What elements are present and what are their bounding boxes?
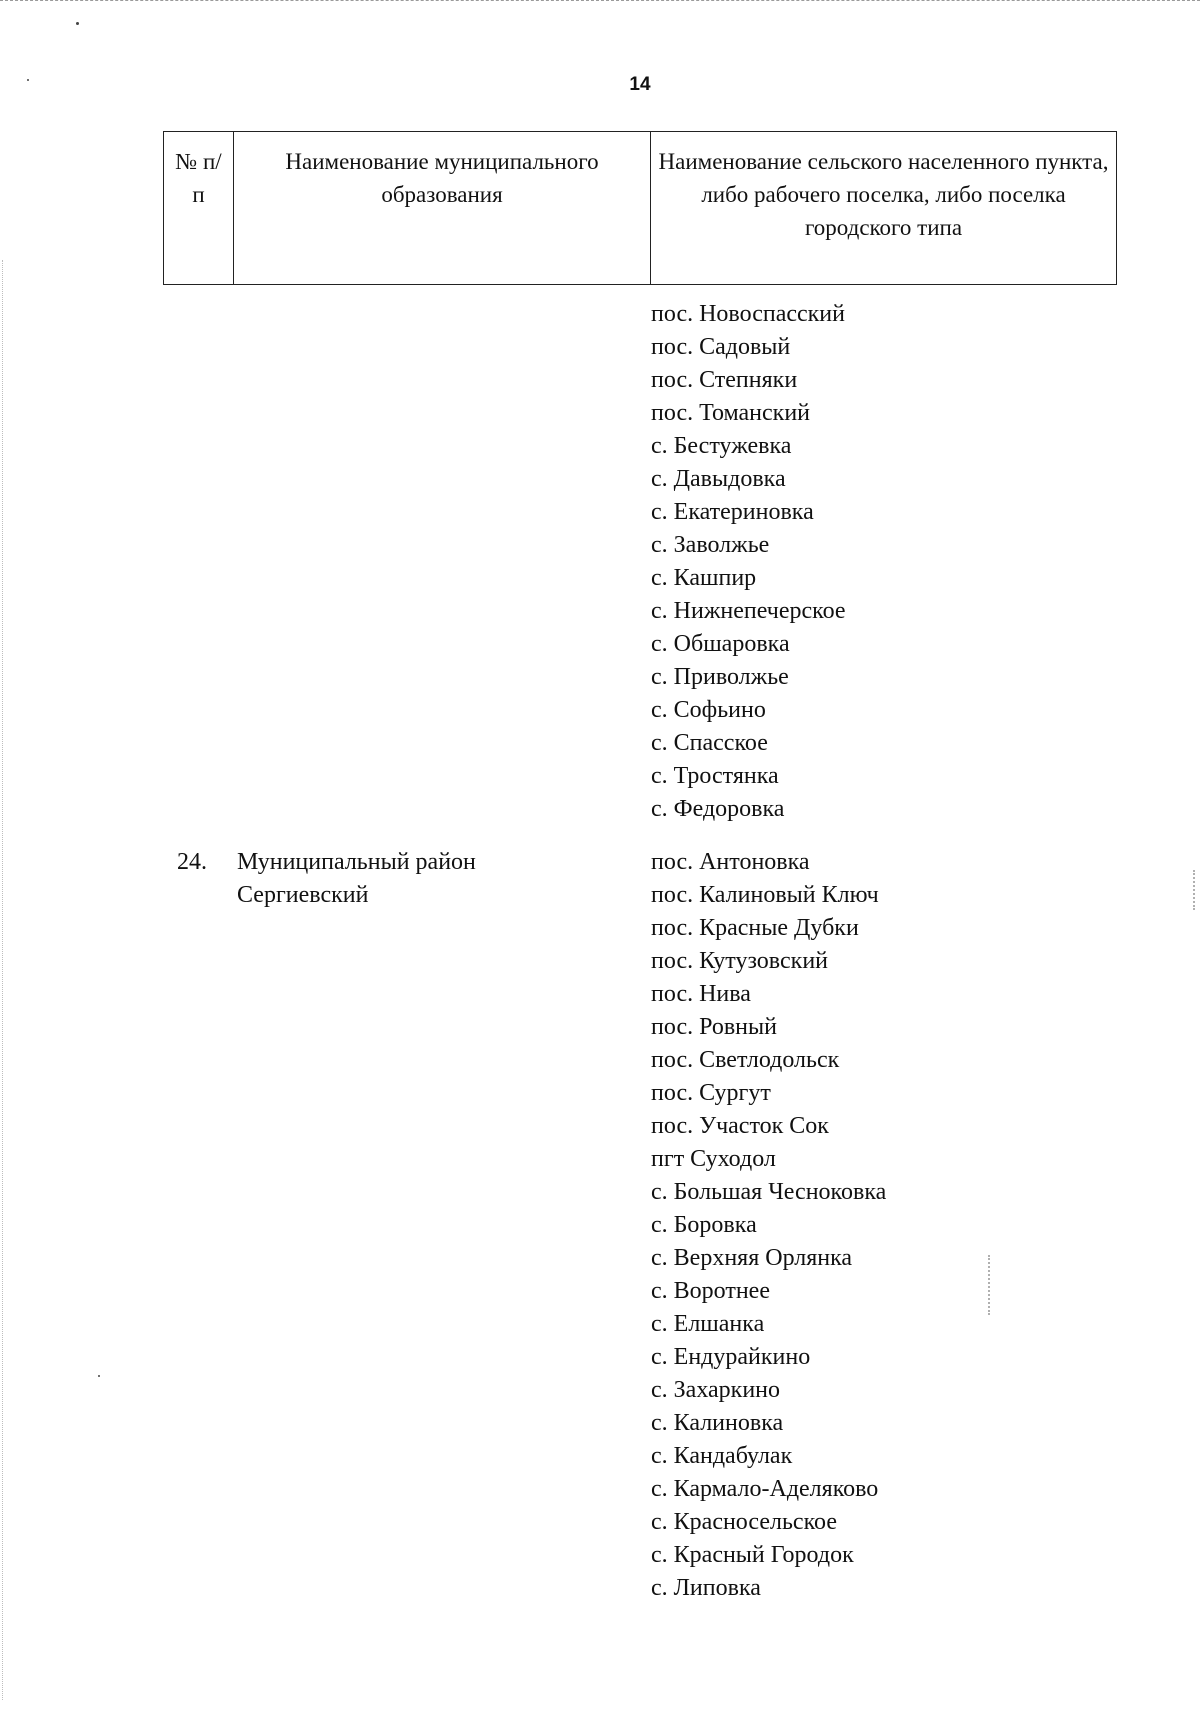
page-number: 14 [629,74,651,95]
scan-edge-left [2,260,4,1700]
settlement-item: с. Кармало-Аделяково [651,1476,879,1502]
settlement-item: с. Липовка [651,1575,761,1601]
settlement-item: пос. Новоспасский [651,301,845,327]
settlement-item: пос. Участок Сок [651,1113,829,1139]
settlement-item: с. Кандабулак [651,1443,793,1469]
settlement-item: с. Верхняя Орлянка [651,1245,853,1271]
settlement-item: с. Тростянка [651,763,779,789]
settlement-item: пос. Антоновка [651,849,810,875]
settlement-item: с. Бестужевка [651,433,792,459]
settlement-item: с. Приволжье [651,664,789,690]
settlement-item: пос. Нива [651,981,751,1007]
settlement-item: с. Калиновка [651,1410,784,1436]
settlement-item: с. Нижнепечерское [651,598,846,624]
scan-artifact-dots [1193,870,1197,910]
settlement-item: с. Давыдовка [651,466,786,492]
settlement-item: пос. Садовый [651,334,791,360]
settlement-item: с. Боровка [651,1212,757,1238]
settlement-item: с. Ендурайкино [651,1344,811,1370]
settlement-item: пос. Кутузовский [651,948,828,974]
municipality-name [237,846,597,912]
settlement-item: с. Красный Городок [651,1542,854,1568]
header-settlement-column: Наименование сельского населенного пункта, либо рабочего поселка, либо поселка городского типа [651,132,1117,285]
settlement-item: с. Большая Чесноковка [651,1179,887,1205]
municipality-name-line: Муниципальный район [237,849,476,875]
settlement-item: с. Кашпир [651,565,757,591]
settlement-item: с. Захаркино [651,1377,781,1403]
settlement-item: с. Заволжье [651,532,770,558]
settlement-item: с. Обшаровка [651,631,790,657]
settlement-item: пос. Ровный [651,1014,777,1040]
settlement-item: с. Воротнее [651,1278,770,1304]
scan-border-top [0,0,1200,2]
municipality-name-line: Сергиевский [237,882,369,908]
settlement-item: с. Софьино [651,697,766,723]
settlement-item: пгт Суходол [651,1146,776,1172]
settlement-item: пос. Светлодольск [651,1047,840,1073]
settlement-item: пос. Степняки [651,367,798,393]
settlement-item: пос. Томанский [651,400,811,426]
settlement-item: пос. Красные Дубки [651,915,859,941]
settlement-item: с. Екатериновка [651,499,814,525]
scan-speck [76,22,79,25]
settlement-item: с. Елшанка [651,1311,765,1337]
table-header [163,131,1117,285]
settlement-item: с. Федоровка [651,796,785,822]
settlement-item: с. Красносельское [651,1509,837,1535]
continued-settlement-list [651,298,846,826]
row-number: 24. [177,849,207,875]
header-number-column: № п/п [164,132,234,285]
settlement-item: пос. Калиновый Ключ [651,882,879,908]
row-24-settlement-list [651,846,886,1605]
settlement-item: пос. Сургут [651,1080,771,1106]
settlement-item: с. Спасское [651,730,768,756]
scan-artifact-dots [988,1255,992,1315]
header-municipality-column: Наименование муниципального образования [234,132,651,285]
scan-speck [98,1375,100,1377]
